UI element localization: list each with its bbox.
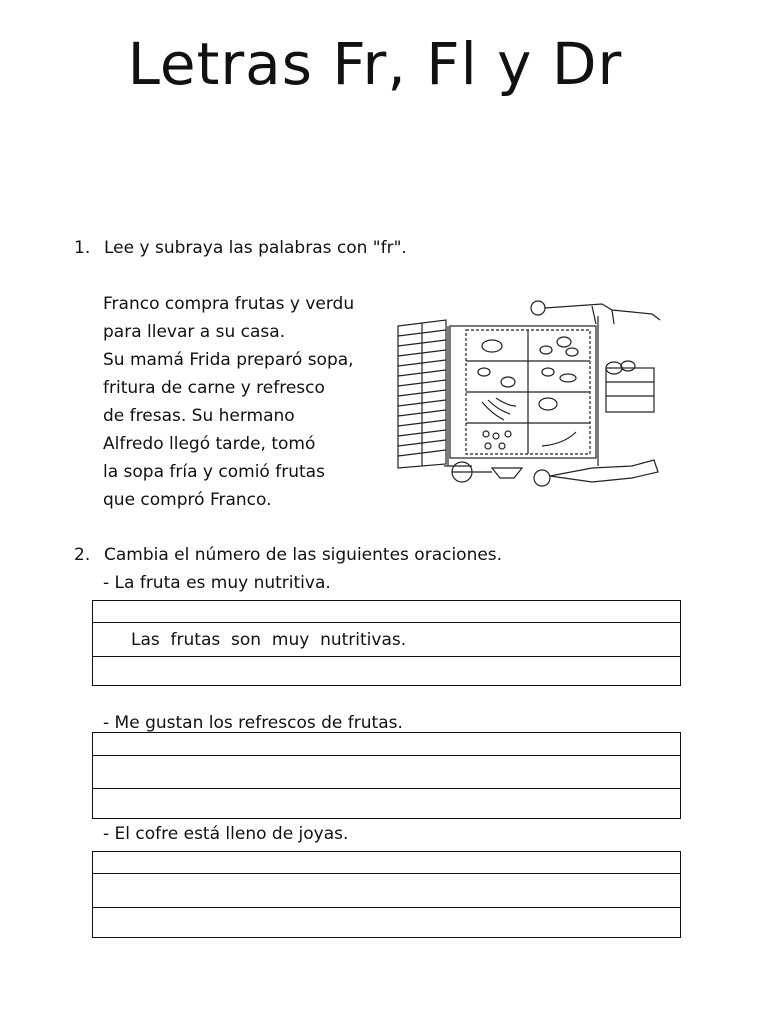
page-title: Letras Fr, Fl y Dr <box>127 30 623 98</box>
answer-line[interactable] <box>93 852 680 874</box>
story-line: Su mamá Frida preparó sopa, <box>103 350 354 370</box>
question-2-instruction: Cambia el número de las siguientes oraciones. <box>104 545 503 565</box>
answer-line[interactable] <box>93 733 680 756</box>
answer-box <box>92 851 681 938</box>
story-line: que compró Franco. <box>103 490 272 510</box>
sentence-prompt: - El cofre está lleno de joyas. <box>103 824 349 844</box>
answer-line[interactable] <box>93 874 680 908</box>
answer-box <box>92 732 681 819</box>
answer-line[interactable] <box>93 657 680 685</box>
answer-box <box>92 600 681 686</box>
question-1-instruction: Lee y subraya las palabras con "fr". <box>104 238 407 258</box>
answer-line[interactable] <box>93 601 680 623</box>
story-line: para llevar a su casa. <box>103 322 286 342</box>
awning-drawing <box>398 320 446 468</box>
story-line: la sopa fría y comió frutas <box>103 462 325 482</box>
fruit-stand-illustration <box>392 296 668 492</box>
story-text <box>103 290 393 514</box>
question-1-number: 1. <box>74 238 91 258</box>
story-line: Alfredo llegó tarde, tomó <box>103 434 316 454</box>
answer-line[interactable] <box>93 756 680 789</box>
answer-line[interactable] <box>93 908 680 937</box>
answer-line[interactable]: Las frutas son muy nutritivas. <box>93 623 680 657</box>
question-2-number: 2. <box>74 545 91 565</box>
story-line: de fresas. Su hermano <box>103 406 295 426</box>
answer-line[interactable] <box>93 789 680 818</box>
story-line: Franco compra frutas y verdu <box>103 294 355 314</box>
story-line: fritura de carne y refresco <box>103 378 325 398</box>
sentence-prompt: - La fruta es muy nutritiva. <box>103 573 331 593</box>
sentence-prompt: - Me gustan los refrescos de frutas. <box>103 713 403 733</box>
